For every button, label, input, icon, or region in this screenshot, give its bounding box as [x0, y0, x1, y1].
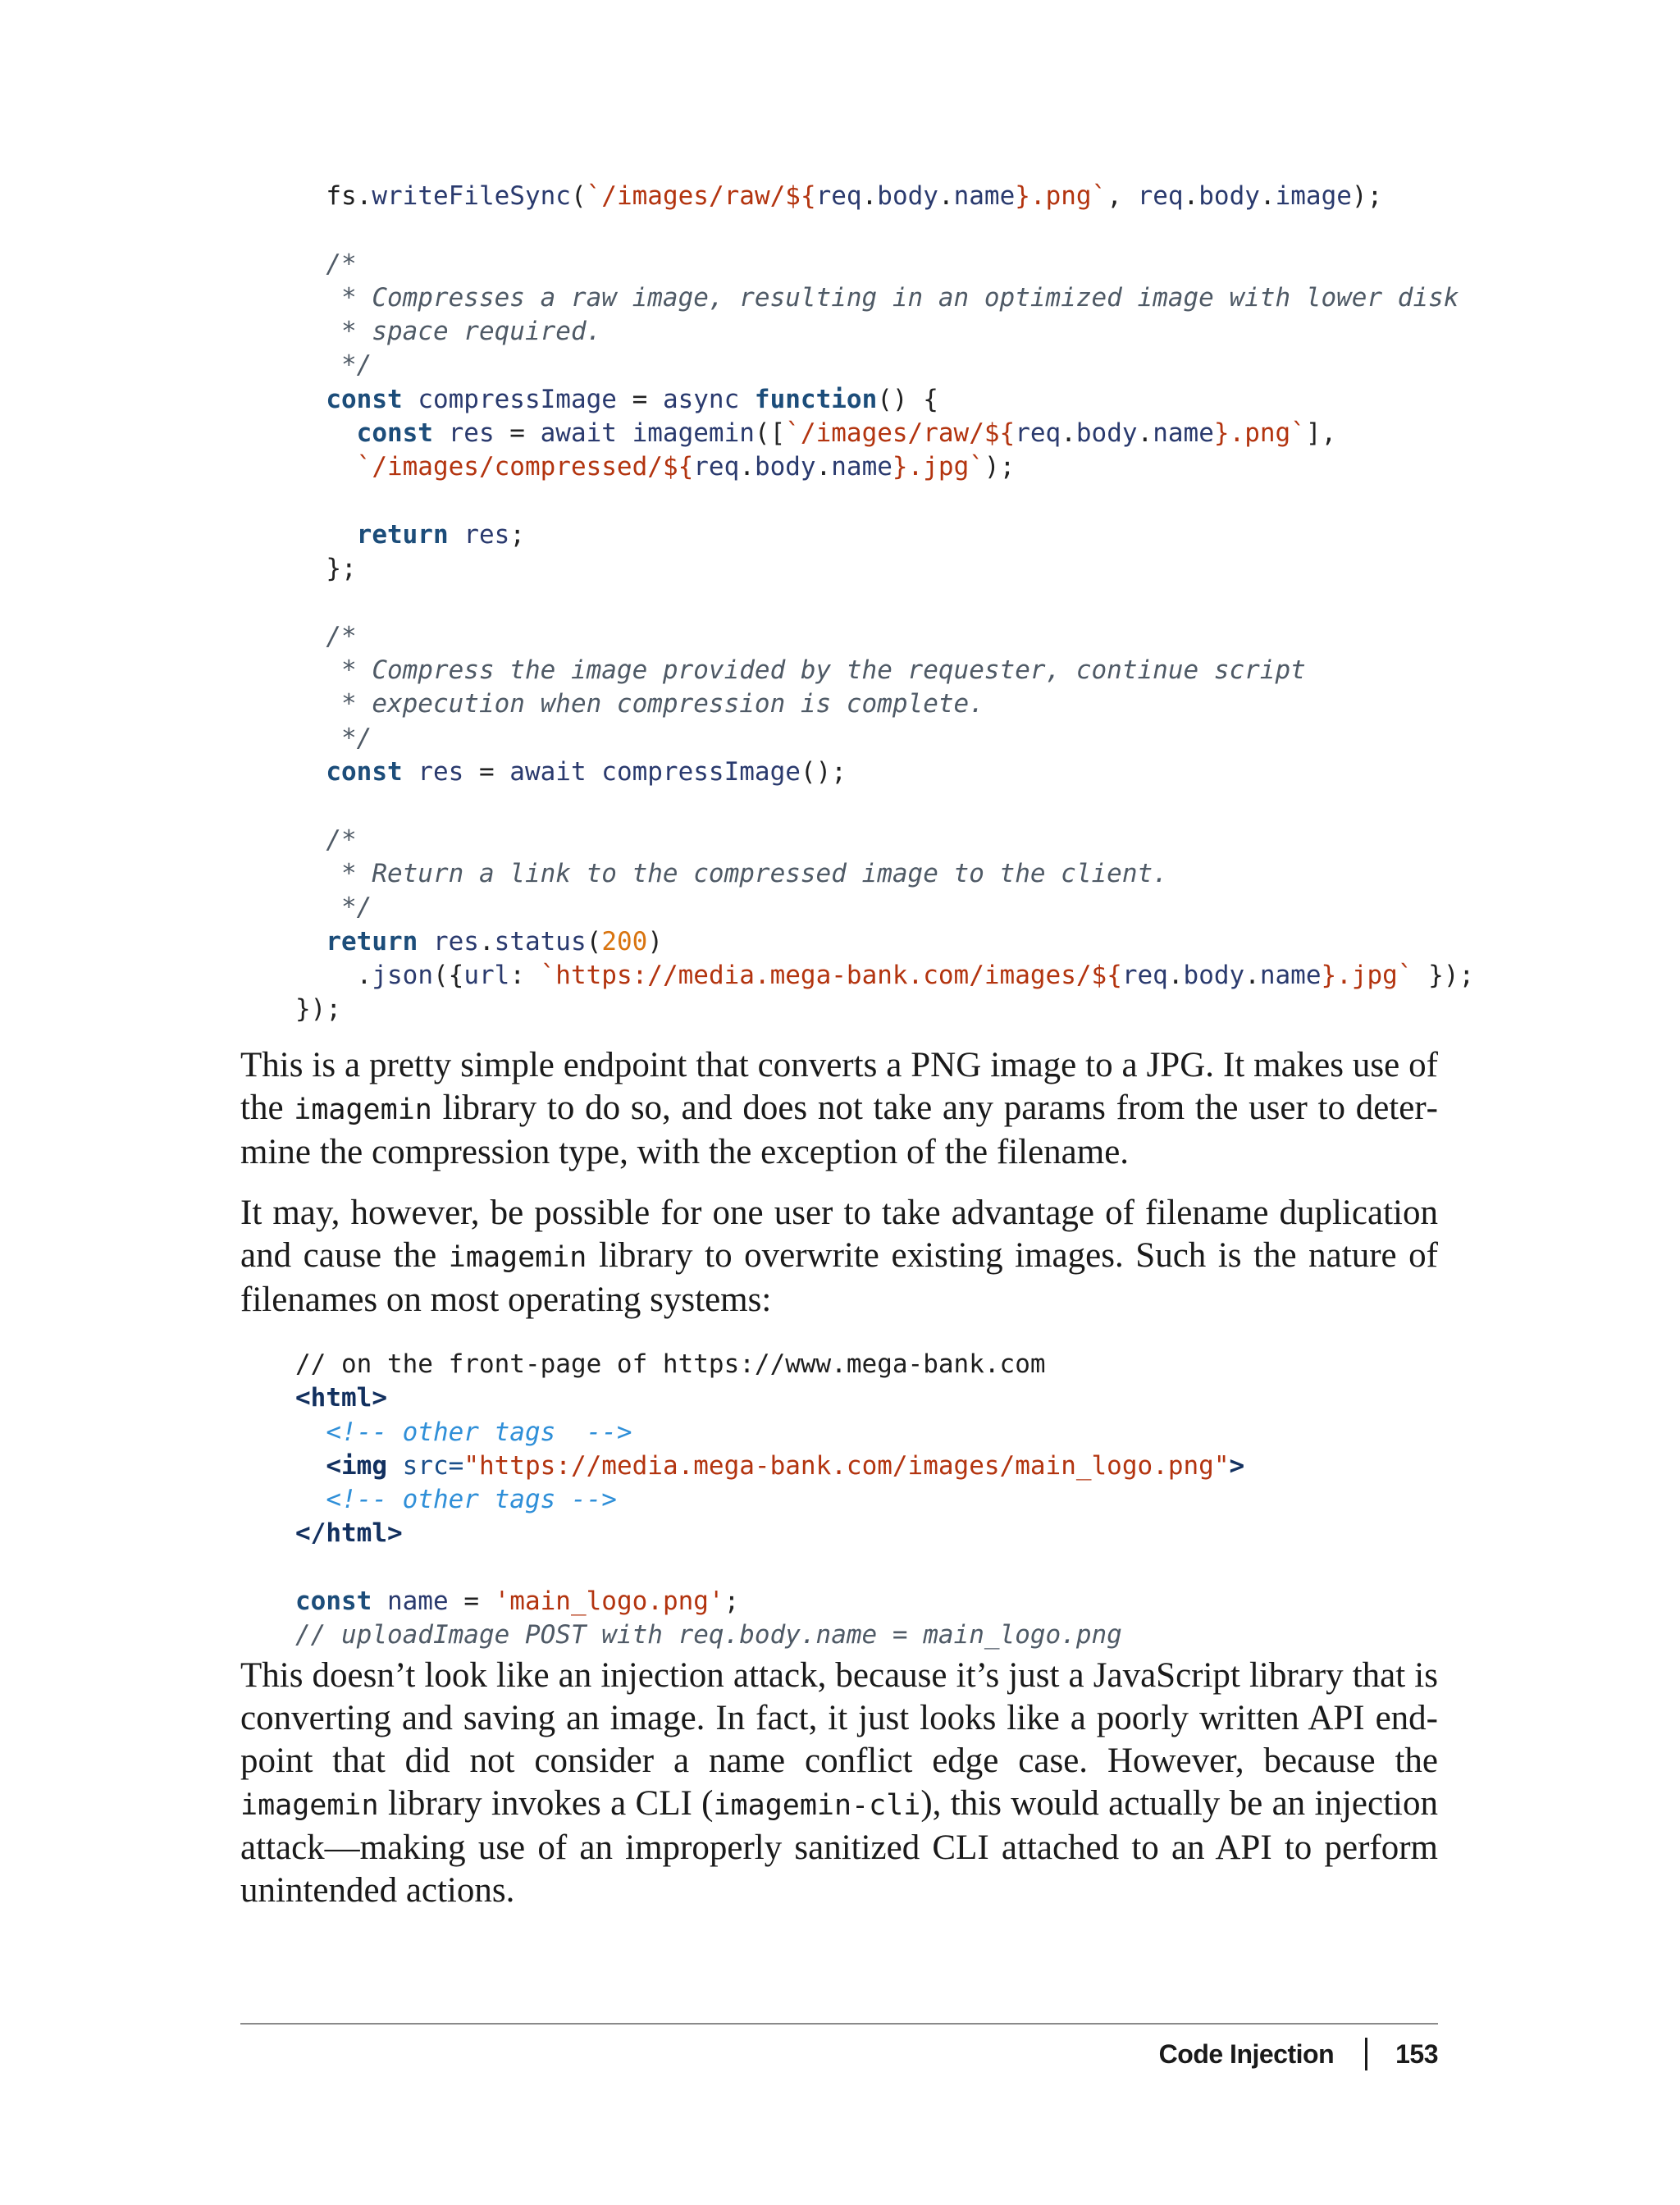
code-block-compress-endpoint	[295, 180, 1474, 1026]
code-token: fs	[295, 181, 357, 211]
code-token: */	[295, 723, 372, 753]
code-token: ],	[1305, 418, 1337, 449]
code-line	[295, 891, 1474, 924]
code-token: `/images/compressed/	[295, 452, 663, 482]
code-token: };	[295, 554, 357, 584]
code-line	[295, 383, 1474, 417]
code-token: });	[295, 994, 341, 1025]
code-token: .	[1167, 960, 1184, 990]
footer-divider	[240, 2023, 1438, 2025]
code-token: src=	[402, 1450, 464, 1481]
code-token: =	[463, 1586, 495, 1617]
code-line	[295, 587, 1474, 620]
code-token: body	[1183, 960, 1245, 990]
code-line	[295, 1517, 1244, 1550]
code-token: );	[984, 452, 1016, 482]
code-token: const	[295, 384, 418, 414]
code-token: ();	[800, 757, 847, 788]
code-token: body	[877, 181, 938, 211]
code-token: <!-- other tags -->	[295, 1485, 617, 1515]
code-token: .	[356, 181, 372, 211]
code-line	[295, 450, 1474, 484]
code-line	[295, 1416, 1244, 1449]
paragraph-endpoint-description	[240, 1044, 1438, 1174]
code-token: }.png`	[1213, 418, 1306, 449]
code-token: .	[478, 926, 495, 956]
code-token: 200	[601, 926, 648, 956]
code-line	[295, 1618, 1244, 1652]
code-token: function	[754, 384, 878, 414]
code-line	[295, 959, 1474, 993]
code-token: });	[1413, 960, 1475, 990]
code-token: compressImage	[418, 384, 632, 414]
code-token: .	[739, 452, 755, 482]
code-line	[295, 993, 1474, 1026]
paragraph-text: It may, however, be possible for one user to take advantage of filename duplication and cause the	[240, 1194, 1438, 1275]
paragraph-text: library invokes a CLI (	[378, 1784, 714, 1823]
code-line	[295, 1381, 1244, 1415]
code-token: .	[1137, 418, 1153, 449]
code-token: req	[815, 181, 862, 211]
code-line	[295, 349, 1474, 382]
page-footer	[1159, 2029, 1438, 2079]
code-token: (	[586, 926, 602, 956]
code-token: * expecution when compression is complete.	[295, 689, 984, 719]
code-token: * Return a link to the compressed image to the client.	[295, 858, 1168, 888]
code-token: res	[448, 418, 510, 449]
code-line	[295, 281, 1474, 315]
code-line	[295, 654, 1474, 687]
code-token: return	[295, 519, 464, 550]
code-token: }.jpg`	[1321, 960, 1413, 990]
footer-section-title: Code Injection	[1158, 2038, 1335, 2069]
code-token: );	[1351, 181, 1383, 211]
footer-separator	[1365, 2038, 1367, 2070]
code-token: `/images/raw/	[586, 181, 786, 211]
code-line	[295, 722, 1474, 756]
code-token: </html>	[295, 1518, 403, 1549]
code-token: return	[295, 926, 433, 956]
code-token: body	[1198, 181, 1260, 211]
code-token: // uploadImage POST with req.body.name = main_logo.png	[295, 1620, 1122, 1650]
code-line	[295, 1348, 1244, 1381]
code-token: const	[295, 757, 418, 788]
code-token: .	[295, 960, 372, 990]
code-line	[295, 925, 1474, 959]
code-token: .	[938, 181, 954, 211]
code-line	[295, 1551, 1244, 1585]
code-token: `/images/raw/	[785, 418, 984, 449]
inline-code: imagemin	[448, 1241, 587, 1274]
code-line	[295, 857, 1474, 891]
code-token: <!-- other tags -->	[295, 1417, 632, 1447]
code-token: body	[754, 452, 816, 482]
code-token: =	[632, 384, 663, 414]
code-token: * Compresses a raw image, resulting in an optimized image with lower disk	[295, 282, 1459, 313]
code-token: ${	[785, 181, 816, 211]
code-token: name	[1153, 418, 1214, 449]
code-token: "https://media.mega-bank.com/images/main_logo.png"	[463, 1450, 1230, 1481]
code-line	[295, 1585, 1244, 1618]
paragraph-text: library to overwrite existing images. Such is the nature of filenames on most operating systems:	[240, 1236, 1438, 1319]
code-token: image	[1275, 181, 1352, 211]
code-token: * space required.	[295, 317, 602, 347]
code-token: >	[1229, 1450, 1245, 1481]
paragraph-text: This is a pretty simple endpoint that converts a PNG image to a JPG. It makes use of the	[240, 1046, 1438, 1127]
code-line	[295, 1449, 1244, 1483]
code-line	[295, 1483, 1244, 1517]
code-token: name	[1259, 960, 1322, 990]
code-token: res	[418, 757, 479, 788]
paragraph-text: ), this would actually be an injection attack—making use of an improperly sanitized CLI attached to an API to perform unintended actions.	[240, 1784, 1438, 1910]
code-token: <img	[295, 1450, 403, 1481]
code-line	[295, 620, 1474, 654]
code-line	[295, 687, 1474, 721]
code-token: req	[693, 452, 740, 482]
page-number: 153	[1395, 2038, 1438, 2069]
code-token: ${	[1091, 960, 1122, 990]
code-line	[295, 417, 1474, 450]
code-token: <html>	[295, 1383, 387, 1413]
code-line	[295, 824, 1474, 857]
inline-code: imagemin-cli	[713, 1789, 921, 1822]
code-token: () {	[877, 384, 938, 414]
code-token: /*	[295, 824, 357, 855]
code-line	[295, 180, 1474, 213]
paragraph-text: This doesn’t look like an injection attack, because it’s just a JavaScript library that is converting and saving an image. In fact, it just looks like a poorly written API endpoint that did not consider a name conflict edge case. However, because the	[240, 1656, 1438, 1780]
code-token: name	[953, 181, 1016, 211]
code-token: .	[1183, 181, 1199, 211]
code-token: await imagemin	[540, 418, 755, 449]
code-token: ${	[984, 418, 1016, 449]
code-token: const	[295, 418, 449, 449]
code-token: url	[463, 960, 510, 990]
paragraph-filename-duplication	[240, 1192, 1438, 1322]
code-token: ;	[509, 519, 525, 550]
code-line	[295, 518, 1474, 552]
code-token: /*	[295, 621, 357, 651]
code-token: )	[647, 926, 663, 956]
code-token: res	[432, 926, 479, 956]
code-token: */	[295, 892, 372, 923]
code-token: }.png`	[1015, 181, 1107, 211]
code-token: .	[1061, 418, 1076, 449]
code-token: ,	[1107, 181, 1138, 211]
code-token: async	[662, 384, 755, 414]
code-line	[295, 756, 1474, 789]
code-token: ;	[724, 1586, 740, 1617]
code-token: }.jpg`	[892, 452, 984, 482]
code-token: .	[861, 181, 878, 211]
code-token: req	[1137, 181, 1184, 211]
code-token: :	[509, 960, 541, 990]
code-line	[295, 485, 1474, 518]
code-line	[295, 213, 1474, 247]
code-token: status	[494, 926, 587, 956]
code-token: name	[831, 452, 892, 482]
code-token: const	[295, 1586, 387, 1617]
code-line	[295, 248, 1474, 281]
code-token: ([	[754, 418, 786, 449]
code-token: .	[815, 452, 832, 482]
code-token: =	[509, 418, 541, 449]
code-block-front-page-example	[295, 1348, 1244, 1653]
paragraph-injection-explanation	[240, 1655, 1438, 1912]
code-token: /*	[295, 249, 357, 279]
code-token: .	[1244, 960, 1260, 990]
code-token: ${	[662, 452, 694, 482]
code-token: req	[1015, 418, 1061, 449]
code-token: json	[372, 960, 433, 990]
code-line	[295, 552, 1474, 586]
paragraph-text: library to do so, and does not take any params from the user to determine the compression type, with the exception of the filename.	[240, 1089, 1438, 1171]
code-line	[295, 789, 1474, 823]
code-token: .	[1259, 181, 1276, 211]
code-token: */	[295, 350, 372, 381]
code-token: name	[386, 1586, 464, 1617]
code-token: await compressImage	[509, 757, 801, 788]
code-token: * Compress the image provided by the requester, continue script	[295, 655, 1306, 686]
code-token: =	[478, 757, 510, 788]
code-line	[295, 315, 1474, 349]
code-token: req	[1121, 960, 1168, 990]
code-token: // on the front-page of https://www.mega-bank.com	[295, 1349, 1046, 1379]
code-token: `https://media.mega-bank.com/images/	[540, 960, 1092, 990]
code-token: writeFileSync	[372, 181, 571, 211]
code-token: body	[1075, 418, 1138, 449]
code-token: ({	[432, 960, 464, 990]
inline-code: imagemin	[294, 1093, 432, 1126]
code-token: res	[463, 519, 510, 550]
code-token: 'main_logo.png'	[494, 1586, 724, 1617]
code-token: (	[570, 181, 587, 211]
inline-code: imagemin	[240, 1789, 379, 1822]
